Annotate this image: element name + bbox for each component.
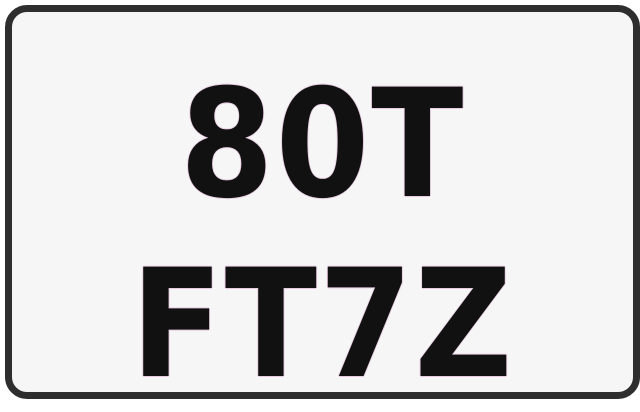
plate-line-bottom: FT7Z [130, 238, 515, 412]
plate-line-top: 80T [179, 58, 466, 232]
number-plate [5, 5, 640, 412]
